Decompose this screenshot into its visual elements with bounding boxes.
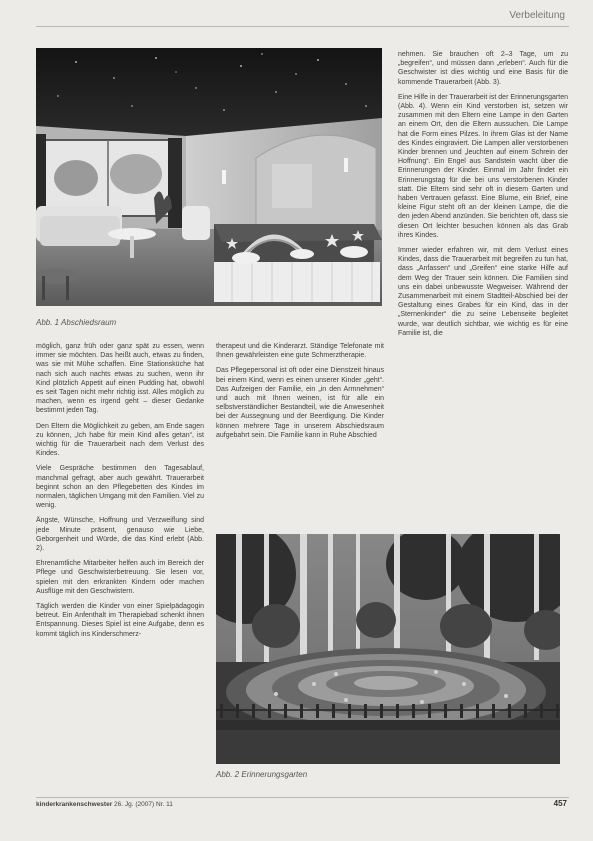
- text-column-3: [398, 50, 568, 344]
- paragraph: Eine Hilfe in der Trauerarbeit ist der Erinnerungsgarten (Abb. 4). Wenn ein Kind verstorben ist, setzen wir zusammen mit den Eltern eine Lampe in den Garten an einem Ort, den die Eltern aussuchen. Die Lampe hat die Form eines Pilzes. In ihrem Glas ist der Name des Kindes eingraviert. Die Lampen aller verstorbenen Kinder brennen und „leuchten auf einem Schrein der Hoffnung“. Ein Engel aus Sandstein wacht über die Erinnerungen der Kinder. Einmal im Jahr findet ein Erinnerungstag für die bei uns verstorbenen Kinder statt. Die Eltern sind sehr oft in diesem Garten und haben Vertrauen gefasst. Eine Blume, ein Brief, eine kleine Figur steht oft an der kleinen Lampe, die die den jeden Abend anzünden. Sie berichten oft, dass sie diesen Ort leichter besuchen können als das Grab ihres Kindes.: [398, 93, 568, 239]
- paragraph: therapeut und die Kinderarzt. Ständige Telefonate mit Ihnen gewährleisten eine gute Schmerztherapie.: [216, 343, 384, 360]
- page-number: 457: [553, 799, 567, 808]
- figure-1-caption: Abb. 1 Abschiedsraum: [36, 318, 117, 327]
- text-column-2: [216, 342, 384, 446]
- figure-1-photo: [36, 48, 382, 306]
- paragraph: Täglich werden die Kinder von einer Spielpädagogin betreut. Ein Anfenthalt im Therapiebad schenkt ihnen Entspannung. Dieses Spiel ist eine Aufgabe, denn es kommt täglich ins Kinderschmerz-: [36, 603, 204, 638]
- paragraph: Ängste, Wünsche, Hoffnung und Verzweiflung sind jede Minute präsent, genauso wie Liebe, Geborgenheit und Würde, die das Kind erlebt (Abb. 2).: [36, 517, 204, 553]
- paragraph: Das Pflegepersonal ist oft oder eine Dienstzeit hinaus bei einem Kind, wenn es einen unserer Kinder „geht“. Das Aufzeigen der Familie, ein „in den Armnehmen“ und auch mit Ihnen weinen, ist für alle ein selbstverständlicher Bestandteil, wie die Anwesenheit bei der Aussegnung und der Beerdigung. Die Kinder können mehrere Tage in unserem Abschiedsraum aufgebahrt sein. Die Familie kann in Ruhe Abschied: [216, 367, 384, 439]
- farewell-room-illustration: [36, 48, 382, 306]
- paragraph: nehmen. Sie brauchen oft 2–3 Tage, um zu „begreifen“, und müssen dann „erleben“. Auch für die Geschwister ist dies wichtig und eine Basis für die kommende Trauerarbeit (Abb. 3).: [398, 51, 568, 86]
- journal-issue: 26. Jg. (2007) Nr. 11: [112, 801, 173, 808]
- paragraph: Den Eltern die Möglichkeit zu geben, am Ende sagen zu können, „Ich habe für mein Kind alles getan“, ist wichtig für die Trauerarbeit nach dem Verlust des Kindes.: [36, 422, 204, 458]
- journal-name: kinderkrankenschwester: [36, 801, 113, 808]
- figure-2-caption: Abb. 2 Erinnerungsgarten: [216, 770, 308, 779]
- paragraph: Ehrenamtliche Mitarbeiter helfen auch im Bereich der Pflege und Geschwisterbetreuung. Sie lesen vor, spielen mit den erkrankten Kindern oder machen Ausflüge mit den Geschwistern.: [36, 560, 204, 595]
- paragraph: Viele Gespräche bestimmen den Tagesablauf, manchmal gefragt, aber auch gewährt. Trauerarbeit beginnt schon an den Pflegebetten des Kindes im normalen, täglichen Umgang mit den Familien. Viel zu wenig.: [36, 465, 204, 510]
- paragraph: Immer wieder erfahren wir, mit dem Verlust eines Kindes, dass die Trauerarbeit mit begreifen zu tun hat, dass „Anfassen“ und „Greifen“ eine starke Hilfe auf dem Weg der Trauer sein können. Die Familien sind uns ein dabei unbewusste Wegweiser. Während der Zusammenarbeit mit einem Stadtteil-Abschied bei der Gestaltung eines Grabes für ein Kind, das in der „Sternenkinder“ die zu seine Lebenseite begleitet wurde, war deutlich sichtbar, wie wichtig es für eine Familie ist, die: [398, 247, 568, 337]
- figure-2-photo: [216, 534, 560, 764]
- journal-reference: [36, 801, 173, 808]
- header-rule: [36, 26, 569, 27]
- section-label: Verbeleitung: [509, 10, 565, 21]
- footer-rule: [36, 797, 569, 798]
- memorial-garden-illustration: [216, 534, 560, 764]
- text-column-1: [36, 342, 204, 645]
- paragraph: möglich, ganz früh oder ganz spät zu essen, wenn immer sie möchten. Das heißt auch, etwas zu finden, was sie mit Mühe schaffen. Eine Stationsküche hat nach sich auch nachts etwas zu suchen, wenn ihr Kind plötzlich Appetit auf einen Pudding hat, obwohl es seit Tagen nicht mehr richtig isst. Alles möglich zu machen, wenn es irgend geht – dieser Gedanke bestimmt jeden Tag.: [36, 343, 204, 415]
